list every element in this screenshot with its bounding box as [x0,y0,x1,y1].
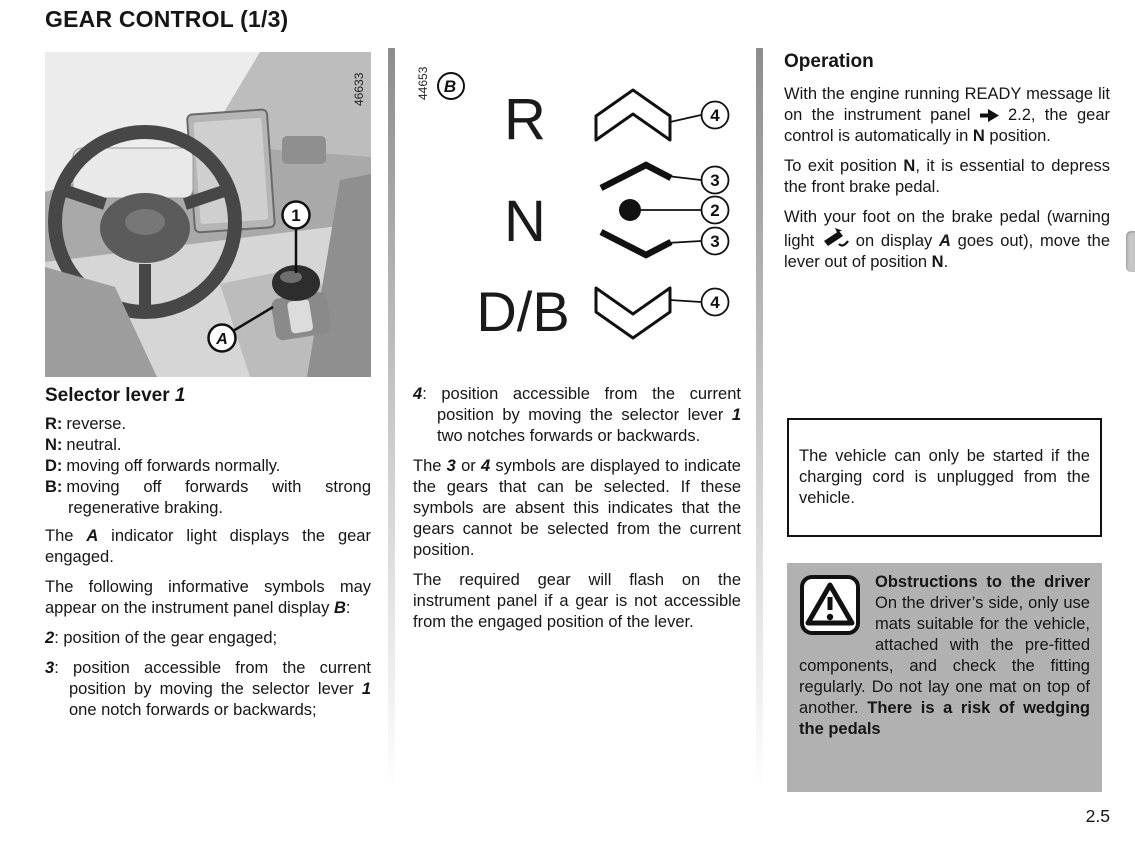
text-segment: A [939,232,951,250]
text-segment: 4 [413,385,423,403]
text-segment: 1 [361,680,371,698]
section-heading [45,384,371,408]
item-symbol-4 [413,384,741,447]
text-segment: indicator light displays the gear engaged. [45,527,371,566]
diagram-notes-section [413,384,741,642]
section-edge-tab [1126,231,1135,272]
text-segment: The [45,527,87,545]
text-segment: 3 [45,659,55,677]
callout-3-bottom [702,228,729,255]
svg-text:4: 4 [710,106,720,125]
text-segment: position. [984,127,1051,145]
text-segment: Selector lever [45,385,175,406]
double-chevron-up-icon [596,90,670,140]
text-segment: A [86,527,99,545]
single-chevron-down-icon [601,232,671,255]
note-text: The vehicle can only be started if the charging cord is unplugged from the vehicle. [799,447,1090,507]
text-segment: N [972,127,985,145]
text-segment: N [931,253,944,271]
column-divider [756,48,763,790]
leader-line [670,115,701,122]
text-segment: or [455,457,481,475]
warning-box-obstructions [787,563,1102,792]
text-segment: , it is essential to depress the front brake pedal. [784,157,1110,196]
text-segment: . [943,253,949,271]
text-segment: 2.2, the gear control is automatically in [784,106,1110,145]
callout-2 [702,197,729,224]
left-column [45,0,371,844]
gear-definitions [45,414,371,519]
definition-D: D: moving off forwards normally. [45,457,281,475]
leader-line [670,300,701,302]
callout-1-label: 1 [291,206,301,225]
note-box-charging-cord [787,418,1102,537]
warning-triangle-icon [799,574,861,636]
text-segment: To exit position [784,157,904,175]
gear-diagram [413,50,743,355]
svg-text:B: B [443,77,457,96]
interior-photo [45,52,371,377]
callout-3-top [702,167,729,194]
cross-reference-arrow-icon [980,109,999,122]
paragraph-informative-symbols [45,577,371,619]
definition-N: N: neutral. [45,436,122,454]
middle-column [413,0,743,844]
paragraph-gear-flash [413,570,741,633]
text-segment: symbols are displayed to indicate the gears that can be selected. If these symbols are absent this indicates that the gears cannot be selected from the current position. [413,457,741,559]
text-segment: : [345,599,351,617]
text-segment: two notches forwards or backwards. [437,427,701,445]
text-segment: on display [849,232,939,250]
text-segment: : position accessible from the current position by moving the selector lever [422,385,741,424]
leader-line [667,176,701,180]
warning-heading: Obstructions to the driver [875,573,1090,591]
paragraph-ready [784,84,1110,147]
definition-R: R: reverse. [45,415,127,433]
single-chevron-up-icon [601,165,671,188]
svg-text:3: 3 [710,232,720,251]
gear-letter-DB: D/B [476,280,570,343]
svg-text:3: 3 [710,171,720,190]
svg-text:2: 2 [710,201,720,220]
gear-letter-R: R [504,87,546,152]
paragraph-exit-n [784,156,1110,198]
text-segment: 1 [174,385,186,406]
figure-number: 46633 [352,72,366,106]
display-label-B [438,73,464,99]
warning-body: On the driver’s side, only use mats suitable for the vehicle, attached with the pre-fitted components, and check the fitting regularly. Do not lay one mat on top of another. [799,594,1090,717]
warning-bold-tail: There is a risk of wedging the pedals [799,699,1090,738]
text-segment: The [413,457,447,475]
text-segment: goes out), move the lever out of position [784,232,1111,271]
leader-line [667,241,701,243]
callout-4-top [702,102,729,129]
item-symbol-3 [45,658,371,721]
operation-section [784,50,1110,282]
text-segment: B [333,599,346,617]
item-symbol-2 [45,628,371,649]
air-vent [282,136,326,164]
text-segment: The required gear will flash on the instrument panel if a gear is not accessible from the engaged position of the lever. [413,571,741,631]
text-segment: The following informative symbols may appear on the instrument panel display [45,578,371,617]
svg-text:4: 4 [710,293,720,312]
gear-position-dot-icon [619,199,641,221]
text-segment: one notch forwards or backwards; [69,701,317,719]
figure-number: 44653 [416,66,430,100]
text-segment: : position of the gear engaged; [54,629,278,647]
text-segment: With your foot on the brake pedal (warning light [784,208,1110,250]
text-segment: 1 [731,406,741,424]
double-chevron-down-icon [596,288,670,338]
gear-letter-N: N [504,189,546,254]
paragraph-indicator-light [45,526,371,568]
text-segment: 2 [45,629,55,647]
text-segment: : position accessible from the current position by moving the selector lever [54,659,371,698]
callout-A-label: A [216,331,228,348]
page-number: 2.5 [1085,806,1110,826]
text-segment: 3 [446,457,456,475]
paragraph-brake-pedal [784,207,1110,273]
page-title: GEAR CONTROL (1/3) [45,6,289,32]
text-segment: 4 [480,457,491,475]
selector-lever-section [45,384,371,730]
text-segment: N [903,157,916,175]
paragraph-symbols-displayed [413,456,741,561]
callout-4-bottom [702,289,729,316]
brake-pedal-warning-icon [821,228,849,248]
column-divider [388,48,395,790]
section-heading: Operation [784,51,874,72]
text-segment: With the engine running READY message lit on the instrument panel [784,85,1110,124]
definition-B: B: moving off forwards with strong regenerative braking. [45,478,371,517]
